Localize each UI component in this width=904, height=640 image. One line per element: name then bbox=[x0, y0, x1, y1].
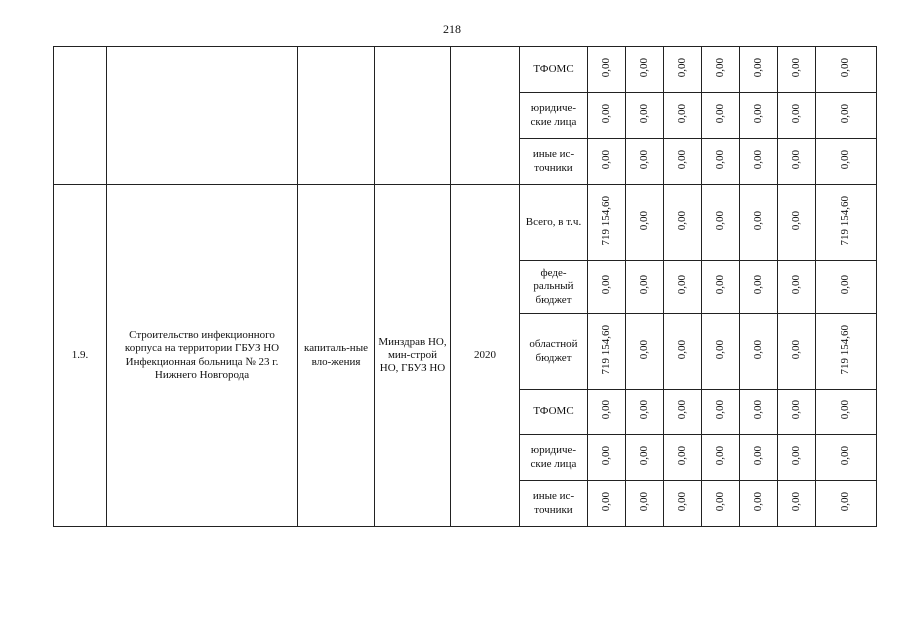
value-cell: 0,00 bbox=[675, 57, 688, 78]
value-cell: 0,00 bbox=[751, 445, 764, 466]
value-cell: 0,00 bbox=[637, 103, 650, 124]
value-cell: 0,00 bbox=[789, 210, 802, 231]
value-cell: 0,00 bbox=[713, 445, 726, 466]
source-label: областной бюджет bbox=[520, 314, 588, 390]
source-label: Всего, в т.ч. bbox=[520, 185, 588, 261]
value-cell: 0,00 bbox=[637, 275, 650, 295]
table-row bbox=[54, 185, 877, 261]
value-cell: 0,00 bbox=[839, 57, 852, 78]
value-cell: 0,00 bbox=[713, 57, 726, 78]
value-cell: 0,00 bbox=[751, 210, 764, 231]
value-cell: 0,00 bbox=[599, 445, 612, 466]
value-cell: 0,00 bbox=[839, 491, 852, 512]
value-cell: 719 154,60 bbox=[839, 324, 852, 375]
value-cell: 0,00 bbox=[637, 445, 650, 466]
value-cell: 0,00 bbox=[789, 400, 802, 420]
source-label: юридиче-ские лица bbox=[520, 435, 588, 481]
value-cell: 0,00 bbox=[713, 400, 726, 420]
value-cell: 0,00 bbox=[713, 210, 726, 231]
value-cell: 0,00 bbox=[675, 491, 688, 512]
item-number: 1.9. bbox=[54, 185, 107, 527]
value-cell: 0,00 bbox=[789, 491, 802, 512]
value-cell: 0,00 bbox=[839, 445, 852, 466]
value-cell: 0,00 bbox=[675, 275, 688, 295]
value-cell: 0,00 bbox=[599, 275, 612, 295]
value-cell: 0,00 bbox=[675, 400, 688, 420]
table-row bbox=[54, 47, 877, 93]
value-cell: 0,00 bbox=[751, 57, 764, 78]
value-cell: 0,00 bbox=[751, 149, 764, 170]
value-cell: 0,00 bbox=[599, 400, 612, 420]
continuation-direction-cell bbox=[298, 47, 375, 185]
continuation-executor-cell bbox=[375, 47, 451, 185]
value-cell: 0,00 bbox=[599, 491, 612, 512]
value-cell: 0,00 bbox=[789, 275, 802, 295]
item-name: Строительство инфекционного корпуса на территории ГБУЗ НО Инфекционная больница № 23 г. Нижнего Новгорода bbox=[107, 185, 298, 527]
value-cell: 0,00 bbox=[789, 445, 802, 466]
value-cell: 0,00 bbox=[751, 400, 764, 420]
value-cell: 0,00 bbox=[675, 339, 688, 360]
value-cell: 0,00 bbox=[789, 149, 802, 170]
value-cell: 719 154,60 bbox=[839, 195, 852, 246]
value-cell: 719 154,60 bbox=[599, 324, 612, 375]
value-cell: 0,00 bbox=[751, 491, 764, 512]
page-number: 218 bbox=[443, 22, 461, 36]
value-cell: 0,00 bbox=[637, 210, 650, 231]
value-cell: 0,00 bbox=[599, 57, 612, 78]
value-cell: 0,00 bbox=[637, 339, 650, 360]
value-cell: 0,00 bbox=[713, 275, 726, 295]
continuation-number-cell bbox=[54, 47, 107, 185]
value-cell: 0,00 bbox=[789, 339, 802, 360]
value-cell: 0,00 bbox=[713, 491, 726, 512]
value-cell: 0,00 bbox=[675, 103, 688, 124]
continuation-name-cell bbox=[107, 47, 298, 185]
value-cell: 0,00 bbox=[751, 275, 764, 295]
continuation-year-cell bbox=[451, 47, 520, 185]
source-label: иные ис-точники bbox=[520, 139, 588, 185]
value-cell: 719 154,60 bbox=[599, 195, 612, 246]
source-label: ТФОМС bbox=[520, 47, 588, 93]
value-cell: 0,00 bbox=[789, 57, 802, 78]
value-cell: 0,00 bbox=[789, 103, 802, 124]
value-cell: 0,00 bbox=[839, 103, 852, 124]
item-direction: капиталь-ные вло-жения bbox=[298, 185, 375, 527]
value-cell: 0,00 bbox=[637, 149, 650, 170]
value-cell: 0,00 bbox=[751, 339, 764, 360]
value-cell: 0,00 bbox=[839, 275, 852, 295]
value-cell: 0,00 bbox=[637, 491, 650, 512]
value-cell: 0,00 bbox=[637, 400, 650, 420]
source-label: иные ис-точники bbox=[520, 481, 588, 527]
value-cell: 0,00 bbox=[751, 103, 764, 124]
value-cell: 0,00 bbox=[599, 103, 612, 124]
item-year: 2020 bbox=[451, 185, 520, 527]
value-cell: 0,00 bbox=[637, 57, 650, 78]
source-label: феде-ральный бюджет bbox=[520, 261, 588, 314]
value-cell: 0,00 bbox=[599, 149, 612, 170]
value-cell: 0,00 bbox=[839, 400, 852, 420]
source-label: юридиче-ские лица bbox=[520, 93, 588, 139]
value-cell: 0,00 bbox=[675, 445, 688, 466]
value-cell: 0,00 bbox=[675, 210, 688, 231]
value-cell: 0,00 bbox=[675, 149, 688, 170]
value-cell: 0,00 bbox=[713, 103, 726, 124]
source-label: ТФОМС bbox=[520, 390, 588, 435]
item-executor: Минздрав НО, мин-строй НО, ГБУЗ НО bbox=[375, 185, 451, 527]
value-cell: 0,00 bbox=[713, 149, 726, 170]
financing-table bbox=[53, 46, 877, 527]
value-cell: 0,00 bbox=[713, 339, 726, 360]
value-cell: 0,00 bbox=[839, 149, 852, 170]
